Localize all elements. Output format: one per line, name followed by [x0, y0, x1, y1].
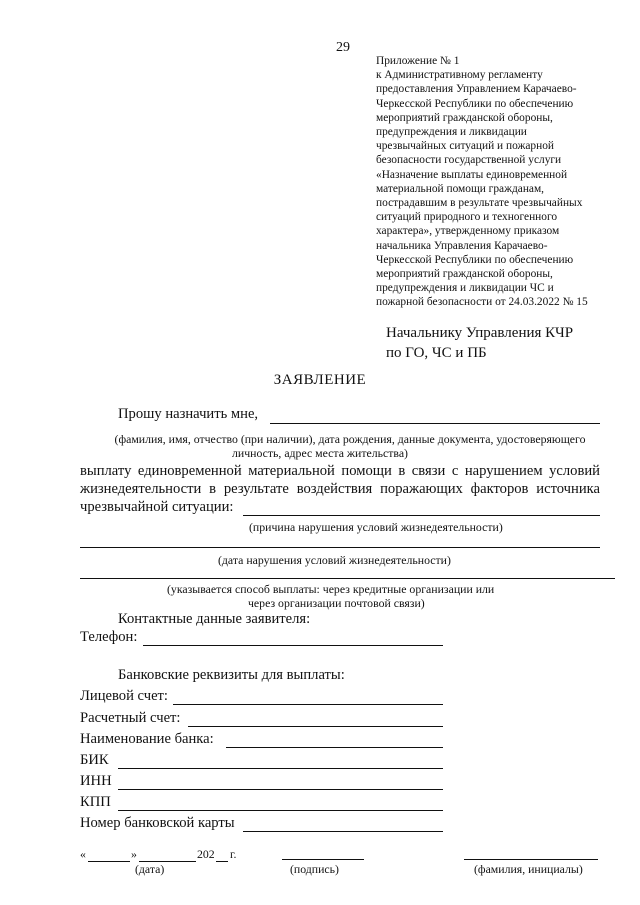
bank-field-label: Расчетный счет:	[80, 710, 181, 726]
appendix-line: ситуаций природного и техногенного	[376, 211, 558, 224]
appendix-line: предупреждения и ликвидации	[376, 126, 527, 139]
appendix-line: начальника Управления Карачаево-	[376, 239, 548, 252]
date-open-quote: «	[80, 847, 86, 861]
appendix-line: пожарной безопасности от 24.03.2022 № 15	[376, 296, 588, 309]
para-line-3: чрезвычайной ситуации:	[80, 499, 234, 515]
phone-input-line[interactable]	[143, 645, 443, 646]
para-line-1: выплату единовременной материальной помощи в связи с нарушением условий	[80, 463, 600, 479]
appendix-line: чрезвычайных ситуаций и пожарной	[376, 140, 554, 153]
bank-field-label: КПП	[80, 794, 111, 810]
request-prefix: Прошу назначить мне,	[118, 406, 259, 422]
appendix-line: мероприятий гражданской обороны,	[376, 268, 553, 281]
payment-input-line[interactable]	[80, 578, 615, 579]
kpp-input-line[interactable]	[118, 810, 443, 811]
appendix-line: материальной помощи гражданам,	[376, 182, 545, 195]
applicant-hint-1: (фамилия, имя, отчество (при наличии), дата рождения, данные документа, удостоверяющего	[114, 432, 586, 446]
appendix-line: «Назначение выплаты единовременной	[376, 168, 568, 181]
bank-name-input-line[interactable]	[226, 747, 443, 748]
appendix-line: предупреждения и ликвидации ЧС и	[376, 282, 554, 295]
date-close-quote: »	[131, 847, 137, 861]
appendix-line: предоставления Управлением Карачаево-	[376, 83, 577, 96]
applicant-hint-2: личность, адрес места жительства)	[232, 446, 408, 460]
appendix-line: Черкесской Республики по обеспечению	[376, 253, 574, 266]
appendix-line: пострадавшим в результате чрезвычайных	[376, 197, 583, 210]
name-input-line[interactable]	[464, 859, 598, 860]
addressee-line-2: по ГО, ЧС и ПБ	[386, 345, 487, 361]
account-input-line[interactable]	[173, 704, 443, 705]
bank-field-label: Лицевой счет:	[80, 688, 168, 704]
phone-label: Телефон:	[80, 629, 138, 645]
appendix-block	[376, 54, 626, 310]
payment-hint-1: (указывается способ выплаты: через кредитные организации или	[167, 582, 495, 596]
year-prefix: 202	[197, 847, 215, 861]
addressee-block	[386, 323, 573, 363]
bank-field-label: Номер банковской карты	[80, 815, 235, 831]
emergency-input-line[interactable]	[243, 515, 600, 516]
addressee-line-1: Начальнику Управления КЧР	[386, 325, 574, 341]
reason-hint: (причина нарушения условий жизнедеятельности)	[249, 520, 503, 534]
year-suffix: г.	[230, 847, 237, 861]
bank-field-label: БИК	[80, 752, 109, 768]
settlement-input-line[interactable]	[188, 726, 443, 727]
applicant-input-line[interactable]	[270, 423, 600, 424]
para-line-2: жизнедеятельности в результате воздействия поражающих факторов источника	[80, 481, 600, 497]
signature-input-line[interactable]	[282, 859, 364, 860]
appendix-line: Черкесской Республики по обеспечению	[376, 97, 574, 110]
appendix-line: безопасности государственной услуги	[376, 154, 562, 167]
year-input-line[interactable]	[216, 861, 228, 862]
reason-input-line[interactable]	[80, 547, 600, 548]
bank-heading: Банковские реквизиты для выплаты:	[118, 667, 345, 683]
appendix-line: мероприятий гражданской обороны,	[376, 111, 553, 124]
payment-hint-2: через организации почтовой связи)	[248, 596, 425, 610]
date-caption: (дата)	[135, 862, 165, 876]
date-hint: (дата нарушения условий жизнедеятельности)	[218, 553, 451, 567]
day-input-line[interactable]	[88, 861, 130, 862]
document-title: ЗАЯВЛЕНИЕ	[273, 372, 367, 388]
appendix-line: Приложение № 1	[376, 55, 460, 67]
card-input-line[interactable]	[243, 831, 443, 832]
contacts-heading: Контактные данные заявителя:	[118, 611, 311, 627]
bik-input-line[interactable]	[118, 768, 443, 769]
appendix-line: характера», утвержденному приказом	[376, 225, 560, 238]
signature-caption: (подпись)	[290, 862, 339, 876]
inn-input-line[interactable]	[118, 789, 443, 790]
page-number: 29	[336, 40, 350, 55]
appendix-line: к Административному регламенту	[376, 69, 543, 82]
name-caption: (фамилия, инициалы)	[474, 862, 583, 876]
bank-field-label: Наименование банка:	[80, 731, 214, 747]
bank-field-label: ИНН	[80, 773, 112, 789]
